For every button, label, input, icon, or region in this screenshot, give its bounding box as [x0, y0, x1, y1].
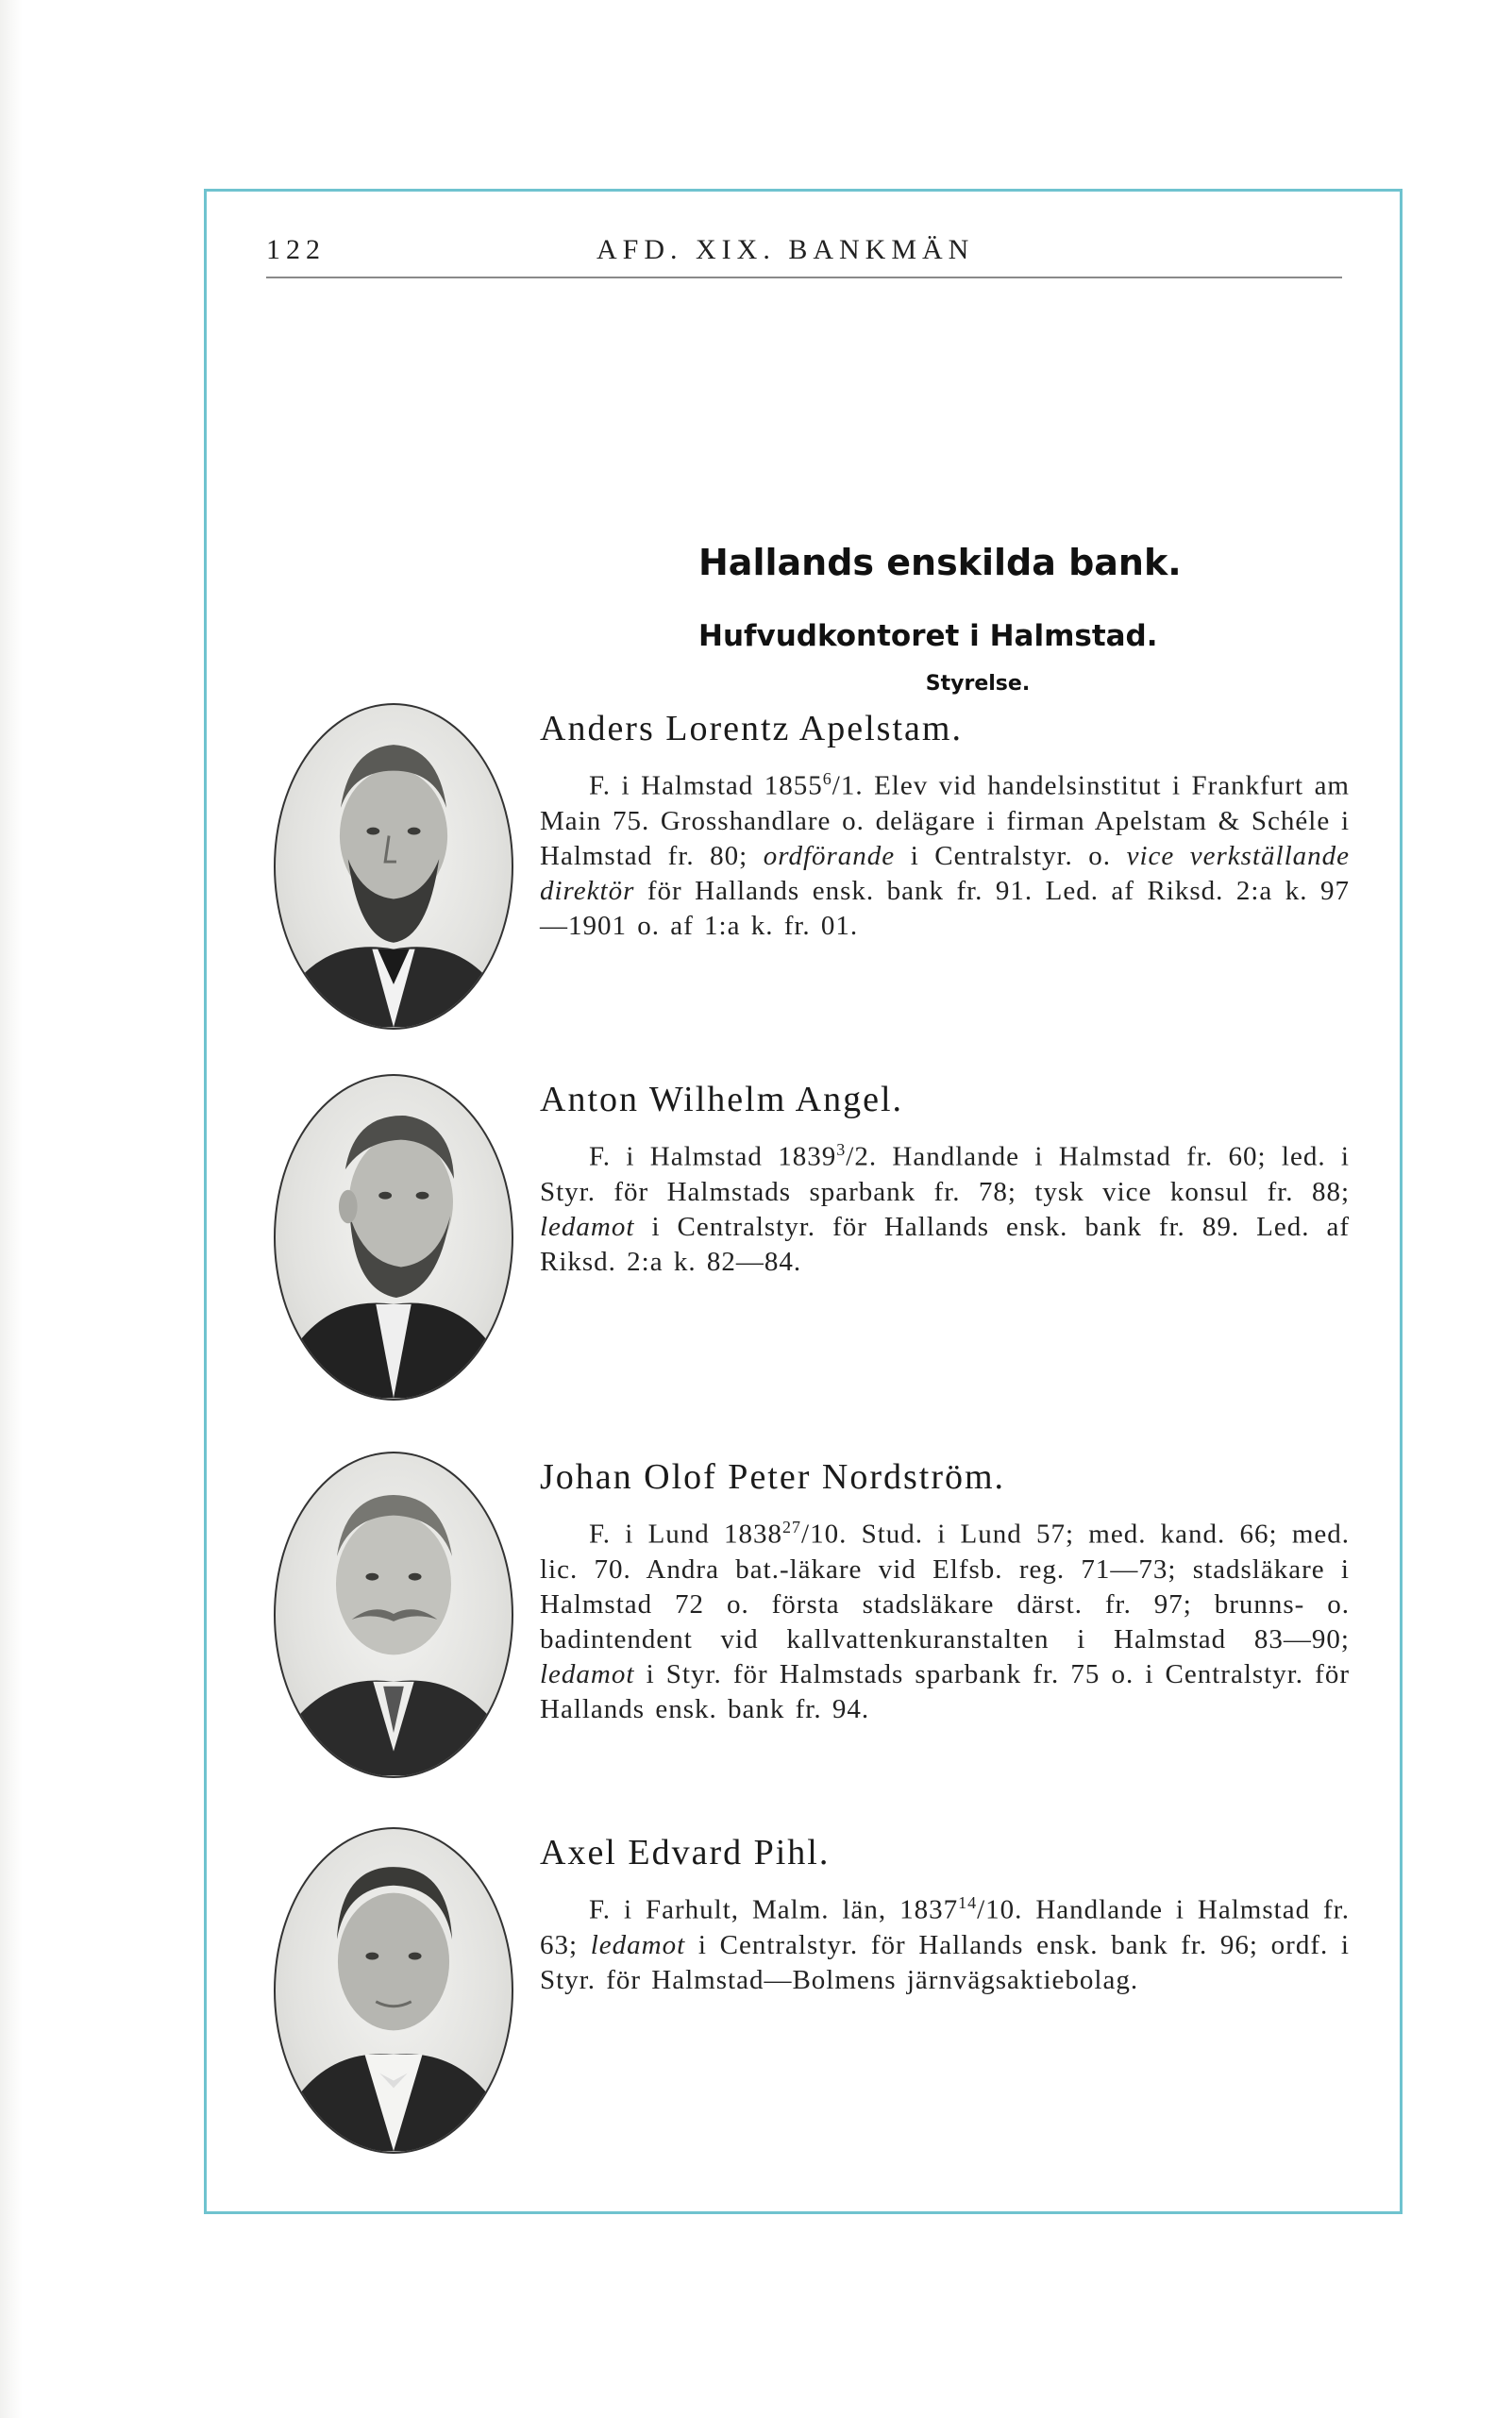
- italic-term: ledamot: [540, 1211, 635, 1242]
- italic-term: vice verkställande direktör: [540, 840, 1350, 906]
- bio-text-run: /10. Handlande i Halmstad fr. 63;: [540, 1894, 1350, 1960]
- portrait-illustration: [276, 705, 512, 1028]
- bio-text-run: /10. Stud. i Lund 57; med. kand. 66; med. lic. 70. Andra bat.-läkare vid Elfsb. reg. 71—73; stadsläkare i Halmstad 72 o. första stadsläkare därst. fr. 97; brunns- o. badintendent vid kallvattenkuranstalten i Halmstad 83—90;: [540, 1519, 1351, 1654]
- portrait-illustration: [276, 1453, 512, 1776]
- bio-text-run: F. i Lund 1838: [589, 1519, 783, 1550]
- portrait-illustration: [276, 1829, 512, 2152]
- person-biography: [540, 1510, 1350, 1727]
- date-superscript: 14: [958, 1893, 978, 1912]
- person-bio: [540, 1452, 1350, 1727]
- person-name: Axel Edvard Pihl.: [540, 1833, 831, 1872]
- running-head: [266, 234, 1342, 276]
- portrait-photo: [274, 1074, 513, 1401]
- date-superscript: 27: [782, 1518, 802, 1536]
- person-biography: [540, 762, 1350, 944]
- italic-term: ledamot: [540, 1658, 635, 1689]
- person-biography: [540, 1886, 1350, 1998]
- portrait-photo: [274, 1452, 513, 1778]
- bio-text-run: /2. Handlande i Halmstad fr. 60; led. i Styr. för Halmstads sparbank fr. 78; tysk vice konsul fr. 88;: [540, 1141, 1350, 1207]
- bio-text-run: i Centralstyr. för Hallands ensk. bank fr. 96; ordf. i Styr. för Halmstad—Bolmens järnvägsaktiebolag.: [540, 1929, 1350, 1995]
- page-number: 122: [266, 234, 326, 265]
- italic-term: ledamot: [590, 1929, 686, 1960]
- section-title: AFD. XIX. BANKMÄN: [596, 234, 975, 265]
- date-superscript: 6: [822, 769, 832, 788]
- date-superscript: 3: [836, 1140, 847, 1159]
- person-bio: [540, 703, 1350, 944]
- italic-term: ordförande: [763, 840, 896, 871]
- portrait-illustration: [276, 1076, 512, 1399]
- bio-text-run: F. i Halmstad 1855: [589, 770, 823, 801]
- person-bio: [540, 1827, 1350, 1998]
- portrait-photo: [274, 703, 513, 1030]
- bio-text-run: i Centralstyr. för Hallands ensk. bank fr. 89. Led. af Riksd. 2:a k. 82—84.: [540, 1211, 1350, 1277]
- person-name: Johan Olof Peter Nordström.: [540, 1457, 1006, 1497]
- office-title: Hufvudkontoret i Halmstad.: [698, 619, 1158, 653]
- bio-text-run: för Hallands ensk. bank fr. 91. Led. af Riksd. 2:a k. 97—1901 o. af 1:a k. fr. 01.: [540, 875, 1350, 941]
- person-biography: [540, 1133, 1350, 1280]
- portrait-photo: [274, 1827, 513, 2154]
- bio-text-run: F. i Halmstad 1839: [589, 1141, 837, 1172]
- person-bio: [540, 1074, 1350, 1280]
- person-name: Anders Lorentz Apelstam.: [540, 709, 963, 748]
- bio-text-run: /1. Elev vid handelsinstitut i Frankfurt am Main 75. Grosshandlare o. delägare i firman Apelstam & Schéle i Halmstad fr. 80;: [540, 770, 1350, 871]
- header-rule: [266, 277, 1342, 278]
- person-name: Anton Wilhelm Angel.: [540, 1080, 904, 1119]
- bio-text-run: F. i Farhult, Malm. län, 1837: [589, 1894, 959, 1925]
- board-label: Styrelse.: [925, 672, 1031, 696]
- bio-text-run: i Centralstyr. o.: [895, 840, 1127, 871]
- bio-text-run: i Styr. för Halmstads sparbank fr. 75 o. i Centralstyr. för Hallands ensk. bank fr. 94.: [540, 1658, 1350, 1724]
- bank-title: Hallands enskilda bank.: [698, 542, 1182, 583]
